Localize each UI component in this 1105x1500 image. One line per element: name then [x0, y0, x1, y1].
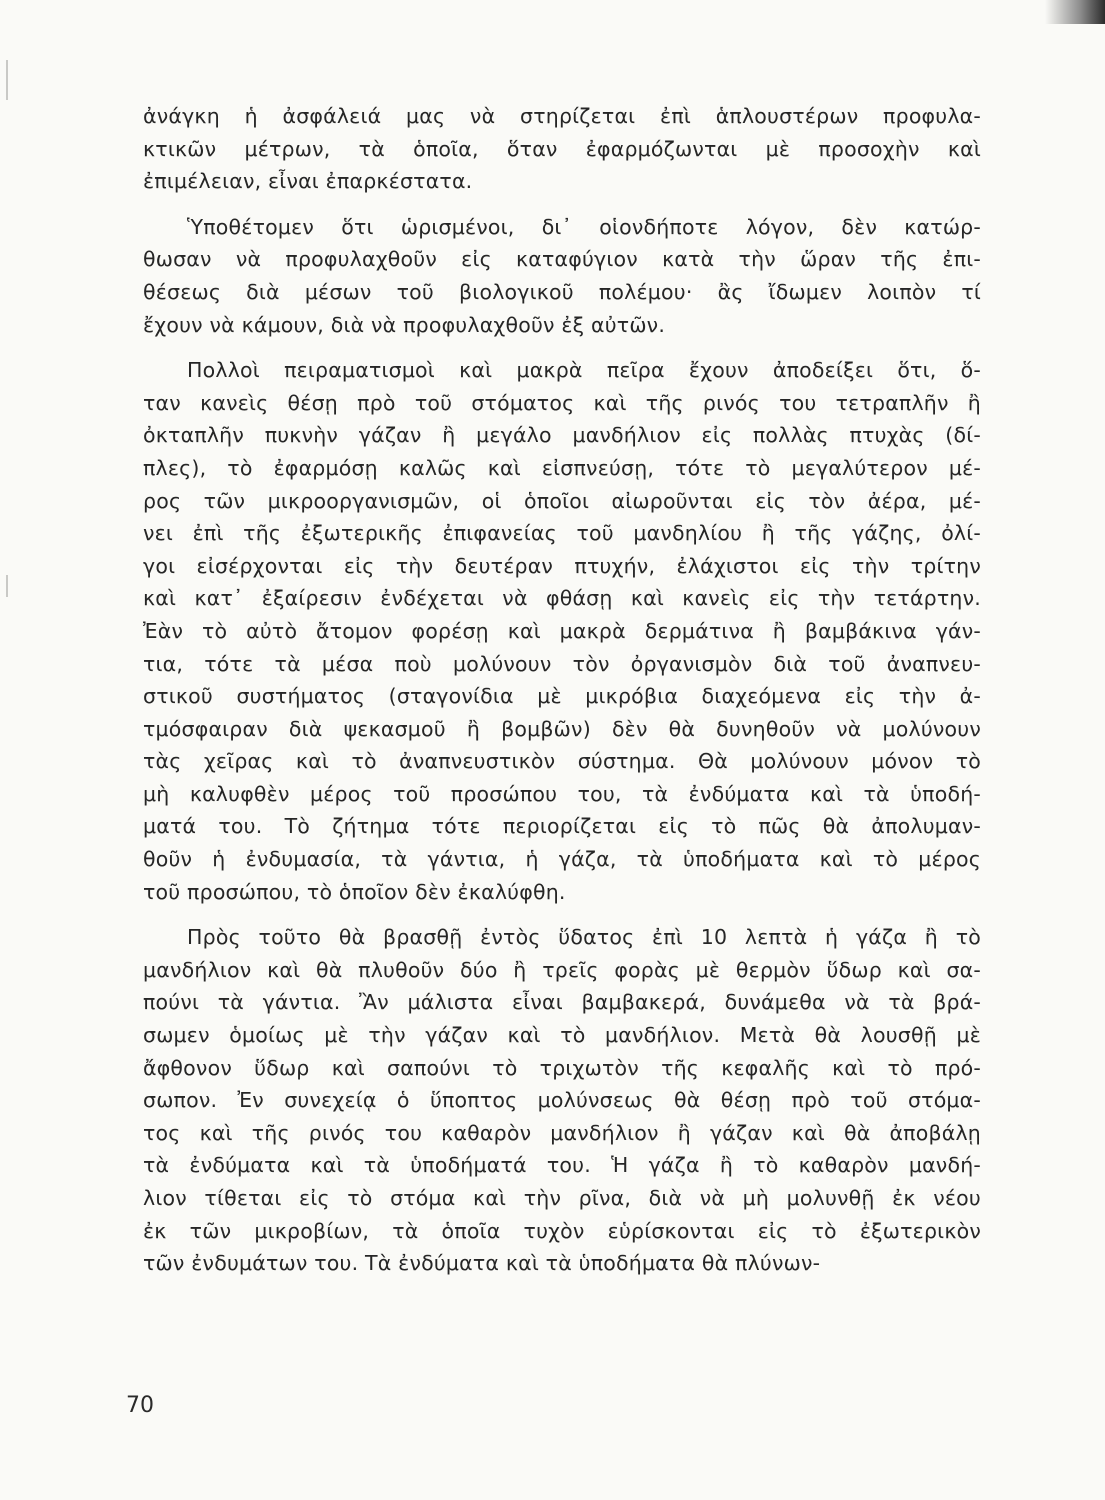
text-line: ἀνάγκη ἡ ἀσφάλειά μας νὰ στηρίζεται ἐπὶ ἁπλουστέρων προφυλα- [143, 104, 981, 128]
body-text [143, 100, 981, 1280]
text-line: ἔχουν νὰ κάμουν, διὰ νὰ προφυλαχθοῦν ἐξ αὐτῶν. [143, 312, 666, 337]
text-line: τια, τότε τὰ μέσα ποὺ μολύνουν τὸν ὀργανισμὸν διὰ τοῦ ἀναπνευ- [143, 651, 981, 676]
text-line: πούνι τὰ γάντια. Ἂν μάλιστα εἶναι βαμβακερά, δυνάμεθα νὰ τὰ βρά- [143, 990, 981, 1015]
text-line: Ἐὰν τὸ αὐτὸ ἄτομον φορέσῃ καὶ μακρὰ δερμάτινα ἢ βαμβάκινα γάν- [143, 618, 981, 643]
text-line: σωμεν ὁμοίως μὲ τὴν γάζαν καὶ τὸ μανδήλιον. Μετὰ θὰ λουσθῇ μὲ [143, 1023, 981, 1048]
text-line: θέσεως διὰ μέσων τοῦ βιολογικοῦ πολέμου· ἂς ἴδωμεν λοιπὸν τί [143, 279, 981, 304]
paragraph-gap [143, 908, 981, 921]
text-line: στικοῦ συστήματος (σταγονίδια μὲ μικρόβια διαχεόμενα εἰς τὴν ἀ- [143, 684, 981, 709]
text-line: λιον τίθεται εἰς τὸ στόμα καὶ τὴν ρῖνα, διὰ νὰ μὴ μολυνθῇ ἐκ νέου [143, 1186, 981, 1210]
paragraph [143, 921, 981, 1280]
text-line: κτικῶν μέτρων, τὰ ὁποῖα, ὅταν ἐφαρμόζωνται μὲ προσοχὴν καὶ [143, 136, 981, 161]
paragraph-gap [143, 198, 981, 211]
text-line: τὰς χεῖρας καὶ τὸ ἀναπνευστικὸν σύστημα. Θὰ μολύνουν μόνον τὸ [143, 749, 981, 774]
scan-corner-shadow [1045, 0, 1105, 24]
text-line: μανδήλιον καὶ θὰ πλυθοῦν δύο ἢ τρεῖς φορὰς μὲ θερμὸν ὕδωρ καὶ σα- [143, 957, 981, 982]
text-line: ὀκταπλῆν πυκνὴν γάζαν ἢ μεγάλο μανδήλιον εἰς πολλὰς πτυχὰς (δί- [143, 423, 981, 448]
text-line: τὰ ἐνδύματα καὶ τὰ ὑποδήματά του. Ἡ γάζα ἢ τὸ καθαρὸν μανδή- [143, 1153, 981, 1178]
text-line: θοῦν ἡ ἐνδυμασία, τὰ γάντια, ἡ γάζα, τὰ ὑποδήματα καὶ τὸ μέρος [143, 847, 981, 872]
text-line: θωσαν νὰ προφυλαχθοῦν εἰς καταφύγιον κατὰ τὴν ὥραν τῆς ἐπι- [143, 247, 981, 272]
text-line: τῶν ἐνδυμάτων του. Τὰ ἐνδύματα καὶ τὰ ὑποδήματα θὰ πλύνων- [143, 1251, 821, 1276]
text-line: Ὑποθέτομεν ὅτι ὡρισμένοι, δι᾽ οἱονδήποτε λόγον, δὲν κατώρ- [187, 214, 981, 239]
text-line: σωπον. Ἐν συνεχείᾳ ὁ ὕποπτος μολύνσεως θὰ θέσῃ πρὸ τοῦ στόμα- [143, 1088, 981, 1113]
text-line: ταν κανεὶς θέσῃ πρὸ τοῦ στόματος καὶ τῆς ρινός του τετραπλῆν ἢ [143, 390, 981, 415]
text-line: καὶ κατ᾽ ἐξαίρεσιν ἐνδέχεται νὰ φθάσῃ καὶ κανεὶς εἰς τὴν τετάρτην. [143, 586, 981, 611]
text-line: ἐπιμέλειαν, εἶναι ἐπαρκέστατα. [143, 169, 473, 194]
paragraph [143, 100, 981, 198]
text-line: τοῦ προσώπου, τὸ ὁποῖον δὲν ἐκαλύφθη. [143, 879, 566, 904]
page-number: 70 [126, 1393, 154, 1418]
paragraph-gap [143, 341, 981, 354]
text-line: νει ἐπὶ τῆς ἐξωτερικῆς ἐπιφανείας τοῦ μανδηλίου ἢ τῆς γάζης, ὀλί- [143, 521, 981, 546]
scan-margin-mark [6, 60, 8, 100]
text-line: ματά του. Τὸ ζήτημα τότε περιορίζεται εἰς τὸ πῶς θὰ ἀπολυμαν- [143, 814, 981, 839]
text-line: ἄφθονον ὕδωρ καὶ σαπούνι τὸ τριχωτὸν τῆς κεφαλῆς καὶ τὸ πρό- [143, 1055, 981, 1080]
text-line: Πολλοὶ πειραματισμοὶ καὶ μακρὰ πεῖρα ἔχουν ἀποδείξει ὅτι, ὅ- [187, 358, 981, 383]
text-line: τμόσφαιραν διὰ ψεκασμοῦ ἢ βομβῶν) δὲν θὰ δυνηθοῦν νὰ μολύνουν [143, 716, 981, 741]
paragraph [143, 211, 981, 341]
text-line: τος καὶ τῆς ρινός του καθαρὸν μανδήλιον ἢ γάζαν καὶ θὰ ἀποβάλῃ [143, 1120, 981, 1145]
text-line: μὴ καλυφθὲν μέρος τοῦ προσώπου του, τὰ ἐνδύματα καὶ τὰ ὑποδή- [143, 781, 981, 806]
paragraph [143, 354, 981, 908]
text-line: ρος τῶν μικροοργανισμῶν, οἱ ὁποῖοι αἰωροῦνται εἰς τὸν ἀέρα, μέ- [143, 488, 981, 513]
text-line: πλες), τὸ ἐφαρμόσῃ καλῶς καὶ εἰσπνεύσῃ, τότε τὸ μεγαλύτερον μέ- [143, 455, 981, 480]
text-line: Πρὸς τοῦτο θὰ βρασθῇ ἐντὸς ὕδατος ἐπὶ 10 λεπτὰ ἡ γάζα ἢ τὸ [187, 925, 981, 950]
scan-margin-mark [6, 575, 8, 597]
text-line: γοι εἰσέρχονται εἰς τὴν δευτέραν πτυχήν, ἐλάχιστοι εἰς τὴν τρίτην [143, 553, 981, 578]
text-line: ἐκ τῶν μικροβίων, τὰ ὁποῖα τυχὸν εὑρίσκονται εἰς τὸ ἐξωτερικὸν [143, 1218, 981, 1243]
